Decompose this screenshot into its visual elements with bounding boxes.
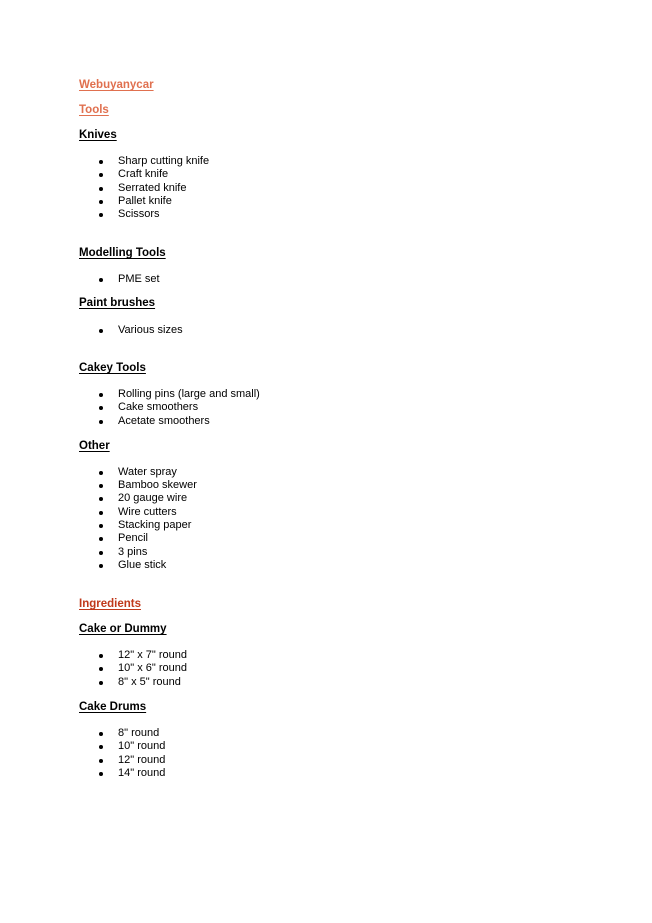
section-heading-tools: Tools [79,104,109,116]
bullet-icon [99,511,103,515]
list-item: 12" x 7" round [118,649,187,661]
subheading-paint-brushes: Paint brushes [79,297,156,309]
bullet-icon [99,654,103,658]
subheading-cake-drums: Cake Drums [79,701,147,713]
list-item: PME set [118,273,160,285]
bullet-icon [99,564,103,568]
bullet-icon [99,173,103,177]
list-item: Scissors [118,208,160,220]
bullet-icon [99,420,103,424]
section-heading-ingredients: Ingredients [79,598,141,610]
subheading-modelling-tools: Modelling Tools [79,247,166,259]
bullet-icon [99,524,103,528]
list-item: 10" round [118,740,166,752]
list-item: Water spray [118,466,177,478]
bullet-icon [99,732,103,736]
bullet-icon [99,497,103,501]
list-item: Cake smoothers [118,401,199,413]
bullet-icon [99,745,103,749]
list-item: Craft knife [118,168,169,180]
bullet-icon [99,471,103,475]
bullet-icon [99,213,103,217]
subheading-knives: Knives [79,129,117,141]
list-item: 8" round [118,727,160,739]
subheading-cakey-tools: Cakey Tools [79,362,146,374]
bullet-icon [99,406,103,410]
list-item: Pallet knife [118,195,172,207]
bullet-icon [99,681,103,685]
list-item: Stacking paper [118,519,192,531]
subheading-cake-or-dummy: Cake or Dummy [79,623,167,635]
list-item: Various sizes [118,324,183,336]
bullet-icon [99,667,103,671]
list-item: 8" x 5" round [118,676,181,688]
list-item: 14" round [118,767,166,779]
list-item: Wire cutters [118,506,177,518]
list-item: Rolling pins (large and small) [118,388,260,400]
list-item: Serrated knife [118,182,187,194]
bullet-icon [99,551,103,555]
list-item: Glue stick [118,559,167,571]
title-link[interactable]: Webuyanycar [79,79,154,91]
bullet-icon [99,484,103,488]
bullet-icon [99,200,103,204]
bullet-icon [99,759,103,763]
bullet-icon [99,160,103,164]
bullet-icon [99,329,103,333]
list-item: Acetate smoothers [118,415,210,427]
list-item: 12" round [118,754,166,766]
bullet-icon [99,537,103,541]
list-item: Bamboo skewer [118,479,197,491]
bullet-icon [99,772,103,776]
subheading-other: Other [79,440,110,452]
list-item: 10" x 6" round [118,662,187,674]
list-item: Sharp cutting knife [118,155,210,167]
bullet-icon [99,393,103,397]
bullet-icon [99,278,103,282]
list-item: Pencil [118,532,148,544]
list-item: 20 gauge wire [118,492,188,504]
bullet-icon [99,187,103,191]
list-item: 3 pins [118,546,148,558]
